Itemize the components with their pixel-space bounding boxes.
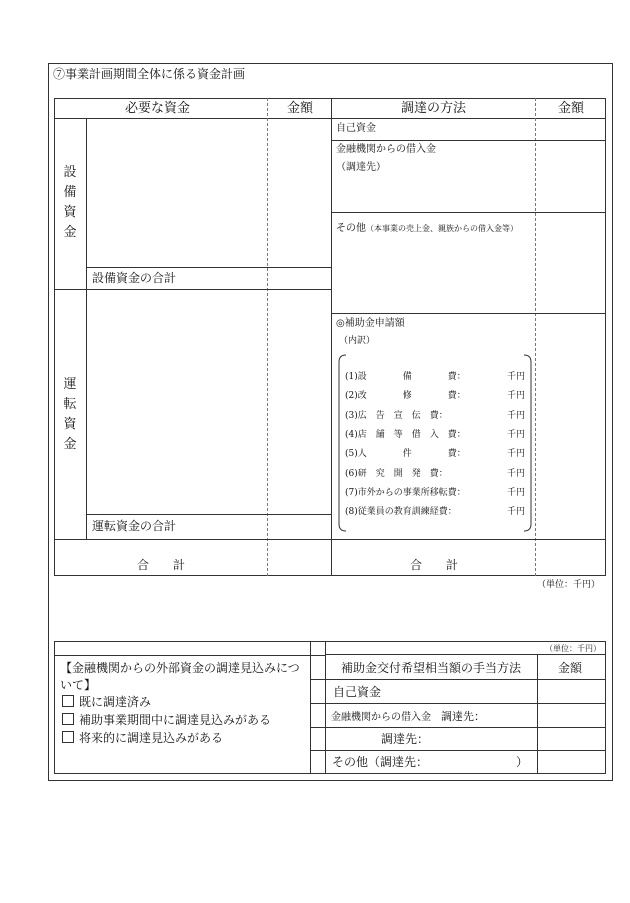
header-amount-table2: 金額 [558, 661, 583, 675]
table1-unit-note: （単位：千円） [537, 580, 601, 590]
subsidy-request-label: ◎補助金申請額 [336, 318, 405, 329]
breakdown-item-label: (3)広 告 宣 伝 費： [345, 410, 448, 421]
breakdown-item-unit: 千円 [507, 487, 526, 498]
checkbox-within-period[interactable]: 補助事業期間中に調達見込みがある [62, 713, 271, 726]
header-amount: 金額 [287, 101, 314, 116]
header-amount-right: 金額 [558, 101, 585, 116]
grand-total-left: 合 計 [137, 558, 186, 572]
grand-total-right: 合 計 [410, 558, 459, 572]
table2-own-funds: 自己資金 [333, 685, 382, 699]
table2-bank-source-2: 調達先： [381, 732, 430, 746]
breakdown-item-label: (6)研 究 開 発 費： [345, 468, 448, 479]
own-funds-label: 自己資金 [336, 123, 376, 134]
operating-total-label: 運転資金の合計 [92, 519, 177, 533]
breakdown-item-label: (4)店 舗 等 借 入 費： [345, 429, 466, 440]
breakdown-item-unit: 千円 [507, 372, 526, 382]
breakdown-item-label: (8)従業員の教育訓練経費： [345, 507, 457, 518]
breakdown-item-unit: 千円 [507, 410, 526, 421]
external-funding-title: 【金融機関からの外部資金の調達見込みについて】 [60, 661, 300, 692]
equipment-total-label: 設備資金の合計 [92, 271, 177, 285]
header-subsidy-method: 補助金交付希望相当額の手当方法 [341, 661, 522, 675]
header-procurement-method: 調達の方法 [401, 101, 467, 116]
breakdown-item-unit: 千円 [507, 429, 526, 440]
equipment-funds-label: 設 備 資 金 [63, 165, 77, 240]
breakdown-item-unit: 千円 [507, 449, 526, 460]
breakdown-item-unit: 千円 [507, 507, 526, 518]
breakdown-label: （内訳） [339, 336, 376, 346]
table2-other: その他（調達先： ） [332, 755, 529, 769]
checkbox-future[interactable]: 将来的に調達見込みがある [62, 731, 223, 744]
checkbox-already-procured[interactable]: 既に調達済み [62, 695, 151, 708]
section-title: ⑦事業計画期間全体に係る資金計画 [53, 67, 246, 81]
header-required-funds: 必要な資金 [125, 101, 191, 116]
table2-bank-loan: 金融機関からの借入金 調達先： [331, 710, 485, 723]
bank-loan-label: 金融機関からの借入金 [336, 144, 436, 155]
breakdown-item-label: (1)設 備 費： [345, 372, 466, 382]
operating-funds-label: 運 転 資 金 [63, 377, 77, 452]
other-funds-label: その他（本事業の売上金、親族からの借入金等） [336, 223, 518, 234]
breakdown-item-unit: 千円 [507, 468, 526, 479]
breakdown-item-label: (2)改 修 費： [345, 391, 466, 402]
breakdown-item-label: (5)人 件 費： [345, 449, 466, 460]
table2-unit-note: （単位：千円） [545, 644, 601, 653]
bank-loan-source-label: （調達先） [336, 162, 386, 173]
breakdown-item-unit: 千円 [507, 391, 526, 402]
breakdown-item-label: (7)市外からの事業所移転費： [345, 487, 466, 498]
